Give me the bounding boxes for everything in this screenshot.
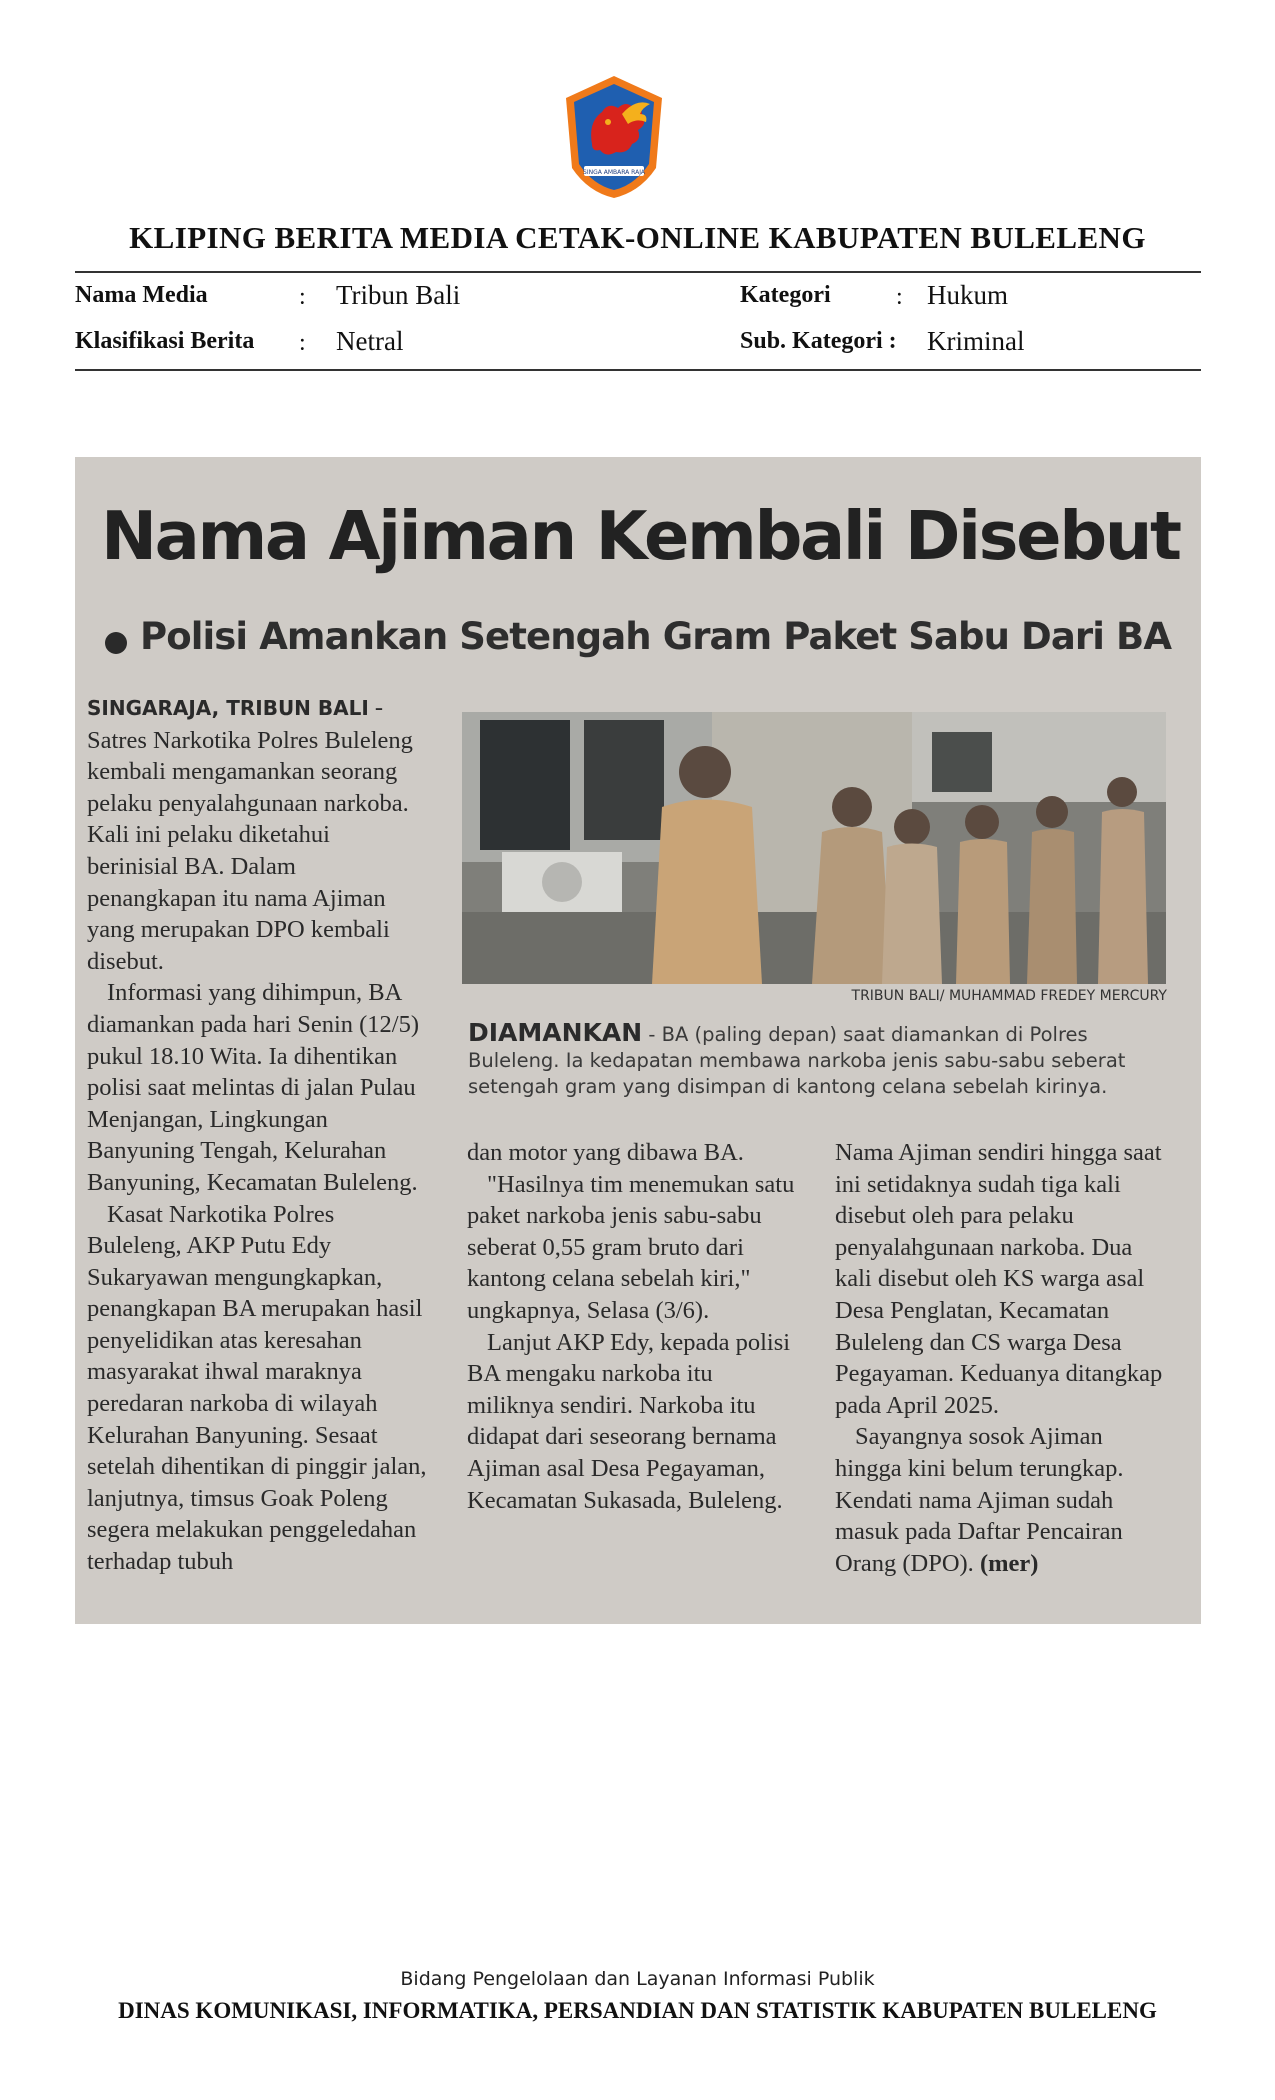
photo-credit: TRIBUN BALI/ MUHAMMAD FREDEY MERCURY — [851, 988, 1167, 1004]
klasifikasi-value: Netral — [336, 326, 404, 356]
article-photo — [462, 712, 1166, 984]
article-column-1 — [87, 692, 427, 1578]
sub-kategori-value: Kriminal — [927, 326, 1025, 356]
paragraph: Lanjut AKP Edy, kepada polisi BA mengaku narkoba itu miliknya sendiri. Narkoba itu didapat dari seseorang bernama Ajiman asal Desa Pegayaman, Kecamatan Sukasada, Buleleng. — [467, 1328, 791, 1514]
document-title: KLIPING BERITA MEDIA CETAK-ONLINE KABUPATEN BULELENG — [129, 220, 1146, 255]
article-column-2 — [467, 1137, 802, 1516]
caption-text: - BA (paling depan) saat diamankan di Polres Buleleng. Ia kedapatan membawa narkoba jenis sabu-sabu seberat setengah gram yang disimpan di kantong celana sebelah kirinya. — [468, 1023, 1126, 1098]
divider-bottom — [75, 369, 1201, 371]
polres-emblem-logo — [562, 74, 666, 200]
author-initials: (mer) — [979, 1549, 1039, 1577]
paragraph: dan motor yang dibawa BA. — [467, 1139, 744, 1166]
paragraph: Informasi yang dihimpun, BA diamankan pada hari Senin (12/5) pukul 18.10 Wita. Ia dihentikan polisi saat melintas di jalan Pulau Menjangan, Lingkungan Banyuning Tengah, Kelurahan Banyuning, Kecamatan Buleleng. — [87, 979, 420, 1196]
paragraph: "Hasilnya tim menemukan satu paket narkoba jenis sabu-sabu seberat 0,55 gram bruto dari kantong celana sebelah kiri," ungkapnya, Selasa (3/6). — [467, 1170, 795, 1324]
nama-media-value: Tribun Bali — [336, 280, 461, 310]
klasifikasi-label: Klasifikasi Berita — [75, 328, 255, 354]
footer-office: DINAS KOMUNIKASI, INFORMATIKA, PERSANDIAN DAN STATISTIK KABUPATEN BULELENG — [118, 1998, 1157, 2023]
caption-label: DIAMANKAN — [468, 1018, 643, 1047]
colon: : — [896, 284, 903, 310]
article-subheadline: Polisi Amankan Setengah Gram Paket Sabu Dari BA — [140, 615, 1172, 658]
paragraph: Nama Ajiman sendiri hingga saat ini setidaknya sudah tiga kali disebut oleh para pelaku penyalahgunaan narkoba. Dua kali disebut oleh KS warga asal Desa Penglatan, Kecamatan Buleleng dan CS warga Desa Pegayaman. Keduanya ditangkap pada April 2025. — [835, 1139, 1163, 1419]
paragraph: Kasat Narkotika Polres Buleleng, AKP Putu Edy Sukaryawan mengungkapkan, penangkapan BA merupakan hasil penyelidikan atas keresahan masyarakat ihwal maraknya peredaran narkoba di wilayah Kelurahan Banyuning. Sesaat setelah dihentikan di pinggir jalan, lanjutnya, timsus Goak Poleng segera melakukan penggeledahan terhadap tubuh — [87, 1200, 427, 1576]
article-headline: Nama Ajiman Kembali Disebut — [101, 497, 1180, 575]
paragraph: Sayangnya sosok Ajiman hingga kini belum terungkap. Kendati nama Ajiman sudah masuk pada Daftar Pencairan Orang (DPO). — [835, 1423, 1124, 1577]
bullet-icon — [105, 632, 127, 654]
kategori-label: Kategori — [740, 282, 831, 308]
divider-top — [75, 271, 1201, 273]
sub-kategori-label: Sub. Kategori : — [740, 328, 897, 354]
colon: : — [299, 284, 306, 310]
nama-media-label: Nama Media — [75, 282, 208, 308]
dateline: SINGARAJA, TRIBUN BALI — [87, 696, 369, 720]
article-column-3 — [835, 1137, 1175, 1579]
colon: : — [299, 330, 306, 356]
newspaper-clipping — [75, 457, 1201, 1624]
paragraph: - Satres Narkotika Polres Buleleng kembali mengamankan seorang pelaku penyalahgunaan narkoba. Kali ini pelaku diketahui berinisial BA. Dalam penangkapan itu nama Ajiman yang merupakan DPO kembali disebut. — [87, 694, 413, 975]
footer-department: Bidang Pengelolaan dan Layanan Informasi Publik — [400, 1968, 875, 1990]
photo-caption — [468, 1020, 1168, 1100]
kategori-value: Hukum — [927, 280, 1008, 310]
logo-motto-text: SINGA AMBARA RAJA — [583, 169, 645, 176]
